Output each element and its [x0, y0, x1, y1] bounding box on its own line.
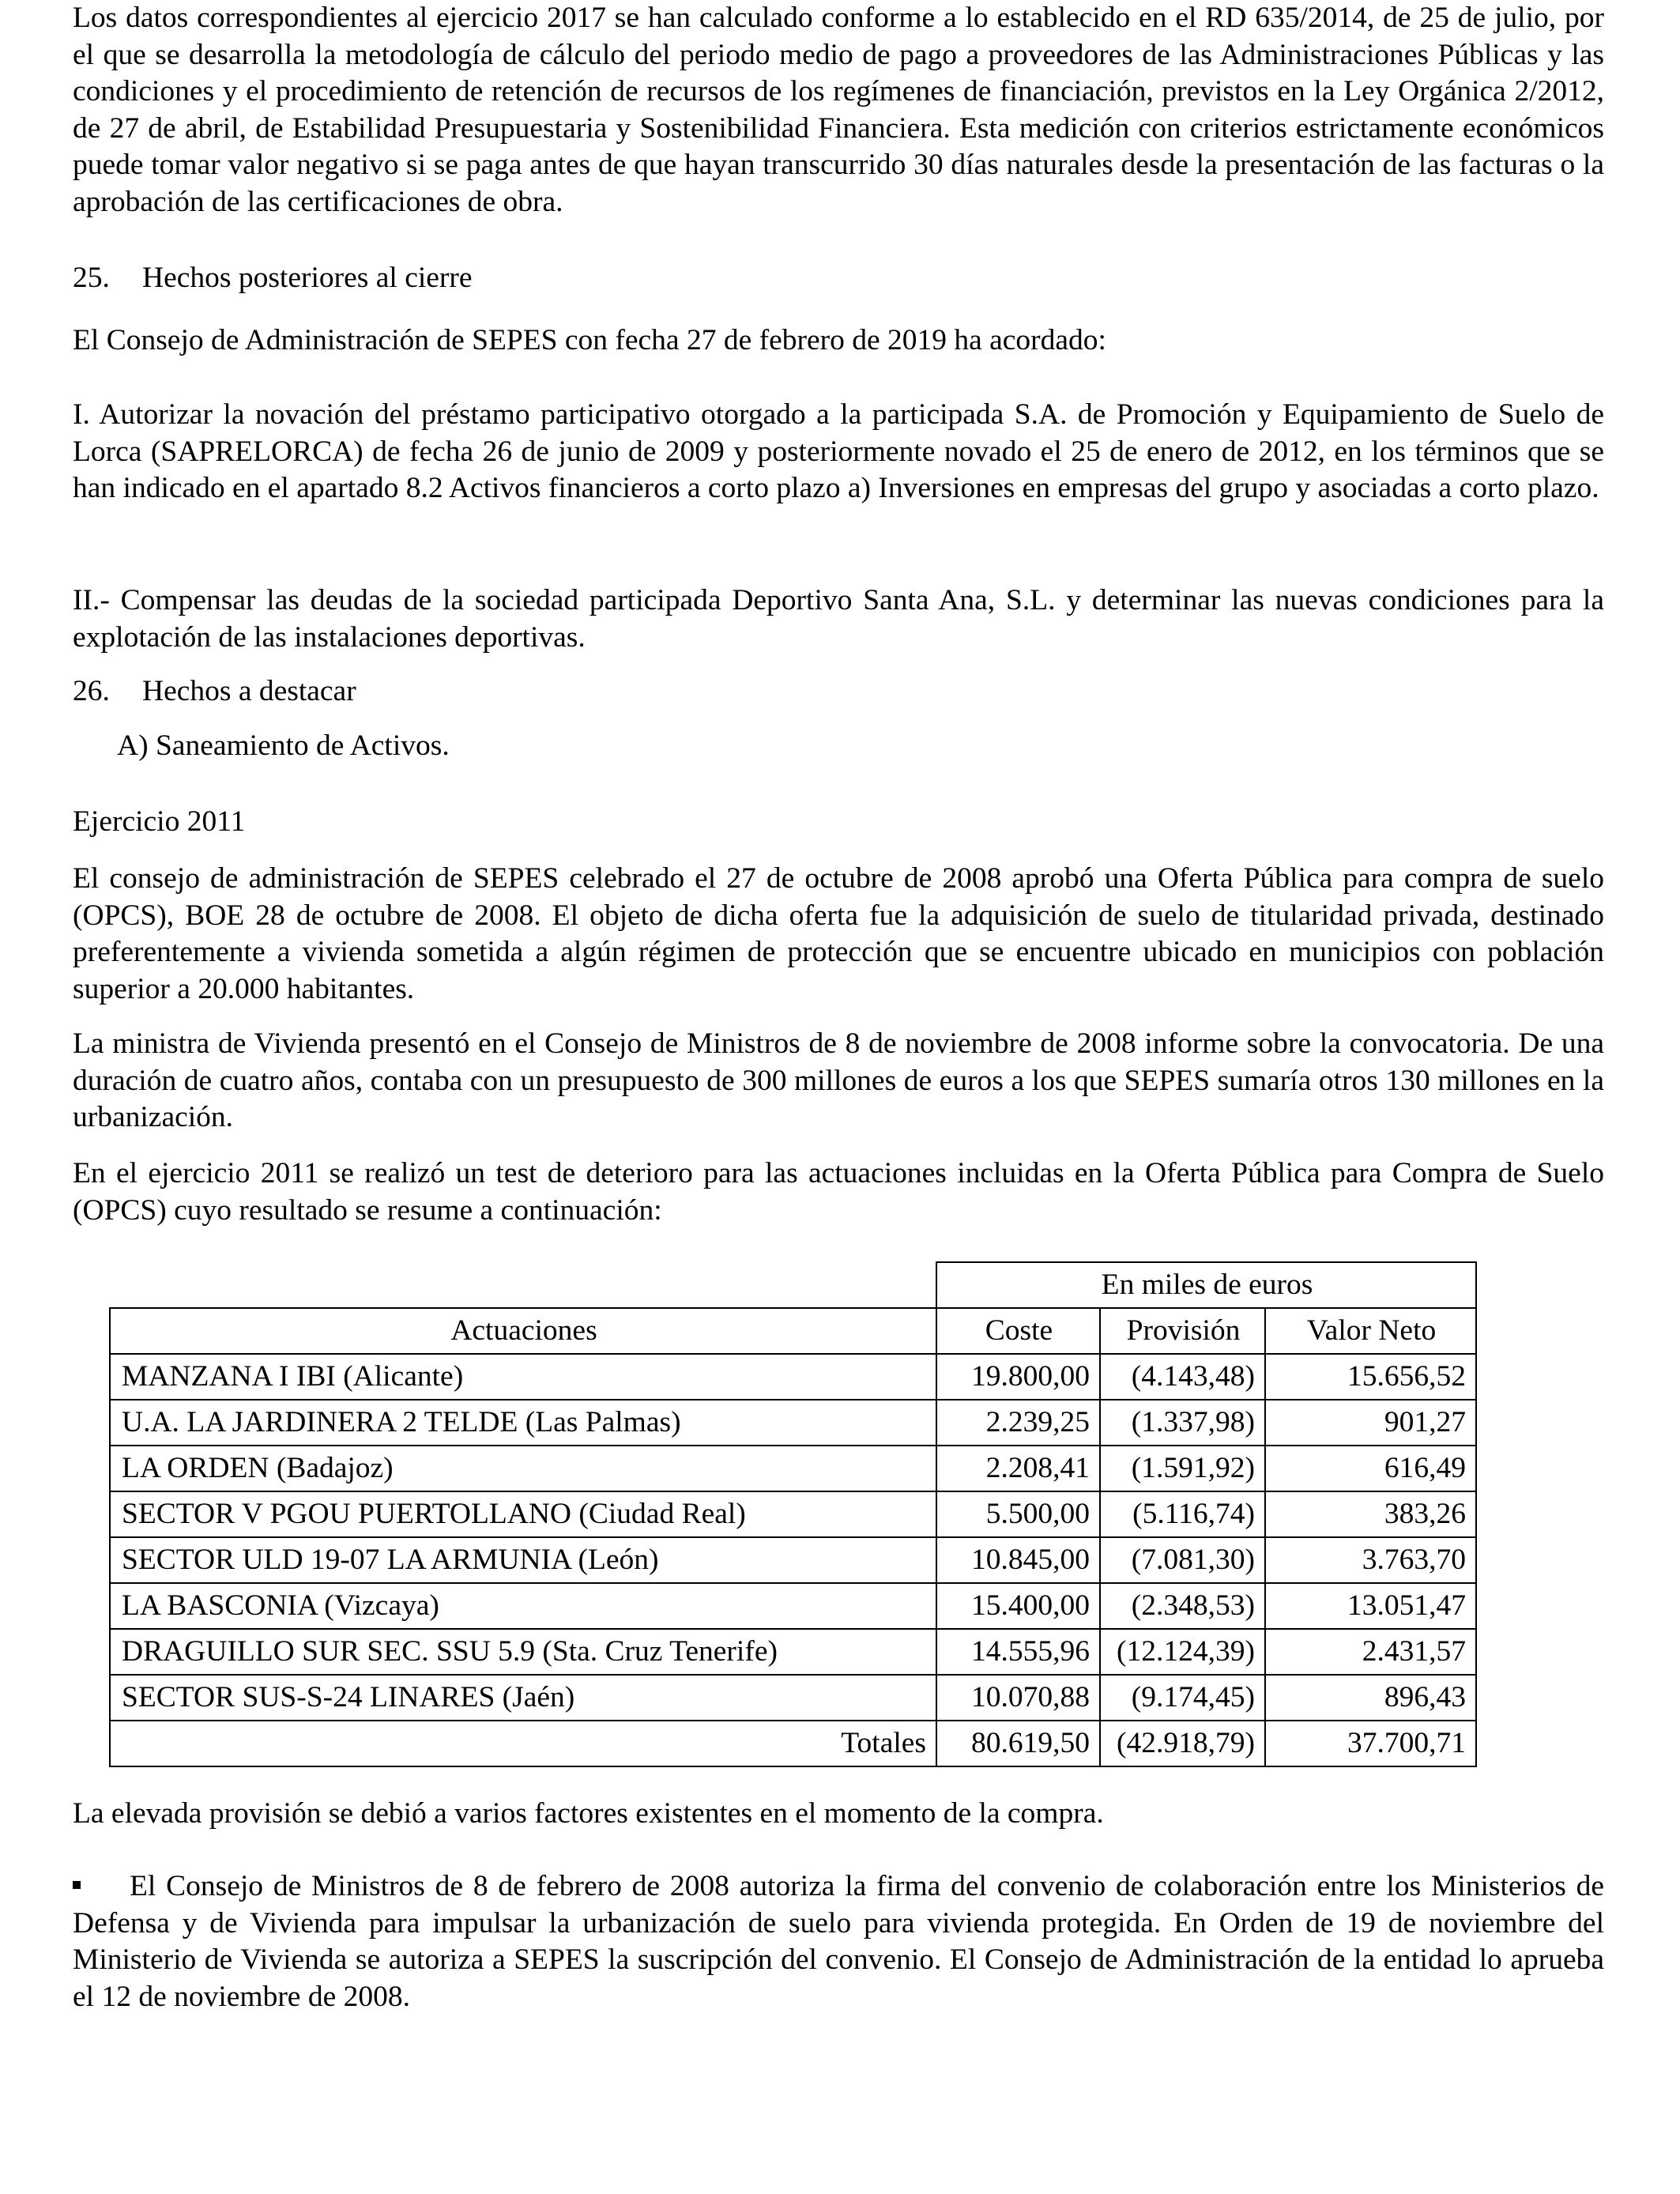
cell-total-valor-neto: 37.700,71	[1265, 1721, 1476, 1766]
cell-total-provision: (42.918,79)	[1100, 1721, 1265, 1766]
table-row	[110, 1583, 1476, 1629]
bullet-text: El Consejo de Ministros de 8 de febrero de 2008 autoriza la firma del convenio de colaboración entre los Ministerios de Defensa y de Vivienda para impulsar la urbanización de suelo para vivienda protegida. En Orden de 19 de noviembre del Ministerio de Vivienda se autoriza a SEPES la suscripción del convenio. El Consejo de Administración de la entidad lo aprueba el 12 de noviembre de 2008.	[73, 1870, 1604, 2013]
cell-valor-neto: 15.656,52	[1265, 1354, 1476, 1400]
paragraph-ministra-vivienda: La ministra de Vivienda presentó en el Consejo de Ministros de 8 de noviembre de 2008 informe sobre la convocatoria. De una duración de cuatro años, contaba con un presupuesto de 300 millones de euros a los que SEPES sumaría otros 130 millones en la urbanización.	[73, 1027, 1604, 1133]
paragraph-periodo-medio-pago: Los datos correspondientes al ejercicio 2017 se han calculado conforme a lo establecido en el RD 635/2014, de 25 de julio, por el que se desarrolla la metodología de cálculo del periodo medio de pago a proveedores de las Administraciones Públicas y las condiciones y el procedimiento de retención de recursos de los regímenes de financiación, previstos en la Ley Orgánica 2/2012, de 27 de abril, de Estabilidad Presupuestaria y Sostenibilidad Financiera. Esta medición con criterios estrictamente económicos puede tomar valor negativo si se paga antes de que hayan transcurrido 30 días naturales desde la presentación de las facturas o la aprobación de las certificaciones de obra.	[73, 2, 1604, 218]
cell-actuacion: LA ORDEN (Badajoz)	[110, 1446, 936, 1491]
paragraph-elevada-provision: La elevada provisión se debió a varios factores existentes en el momento de la compra.	[73, 1797, 1104, 1830]
cell-valor-neto: 616,49	[1265, 1446, 1476, 1491]
cell-actuacion: SECTOR V PGOU PUERTOLLANO (Ciudad Real)	[110, 1491, 936, 1537]
cell-provision: (9.174,45)	[1100, 1675, 1265, 1721]
cell-actuacion: U.A. LA JARDINERA 2 TELDE (Las Palmas)	[110, 1400, 936, 1446]
cell-valor-neto: 13.051,47	[1265, 1583, 1476, 1629]
cell-valor-neto: 3.763,70	[1265, 1537, 1476, 1583]
cell-provision: (2.348,53)	[1100, 1583, 1265, 1629]
cell-provision: (1.337,98)	[1100, 1400, 1265, 1446]
paragraph-test-deterioro: En el ejercicio 2011 se realizó un test de deterioro para las actuaciones incluidas en la Oferta Pública para Compra de Suelo (OPCS) cuyo resultado se resume a continuación:	[73, 1157, 1604, 1227]
cell-totales-label: Totales	[110, 1721, 936, 1766]
cell-valor-neto: 901,27	[1265, 1400, 1476, 1446]
subsection-a: A) Saneamiento de Activos.	[117, 729, 450, 762]
section-heading-25	[73, 260, 473, 297]
table-row	[110, 1446, 1476, 1491]
cell-actuacion: SECTOR SUS-S-24 LINARES (Jaén)	[110, 1675, 936, 1721]
paragraph-acuerdo-ii: II.- Compensar las deudas de la sociedad participada Deportivo Santa Ana, S.L. y determinar las nuevas condiciones para la explotación de las instalaciones deportivas.	[73, 584, 1604, 654]
cell-coste: 10.070,88	[936, 1675, 1100, 1721]
table-row	[110, 1400, 1476, 1446]
paragraph-acuerdo-i: I. Autorizar la novación del préstamo participativo otorgado a la participada S.A. de Promoción y Equipamiento de Suelo de Lorca (SAPRELORCA) de fecha 26 de junio de 2009 y posteriormente novado el 25 de enero de 2012, en los términos que se han indicado en el apartado 8.2 Activos financieros a corto plazo a) Inversiones en empresas del grupo y asociadas a corto plazo.	[73, 398, 1604, 504]
table-row	[110, 1629, 1476, 1675]
cell-actuacion: DRAGUILLO SUR SEC. SSU 5.9 (Sta. Cruz Tenerife)	[110, 1629, 936, 1675]
section-title: Hechos a destacar	[142, 675, 356, 707]
table-group-header-row	[110, 1262, 1476, 1308]
cell-coste: 10.845,00	[936, 1537, 1100, 1583]
bullet-paragraph-convenio	[73, 1868, 1604, 2015]
table-row	[110, 1354, 1476, 1400]
table-row	[110, 1675, 1476, 1721]
cell-provision: (5.116,74)	[1100, 1491, 1265, 1537]
cell-coste: 15.400,00	[936, 1583, 1100, 1629]
cell-coste: 5.500,00	[936, 1491, 1100, 1537]
table-row	[110, 1537, 1476, 1583]
section-number: 26.	[73, 675, 110, 707]
section-number: 25.	[73, 262, 110, 294]
cell-valor-neto: 896,43	[1265, 1675, 1476, 1721]
table-totals-row	[110, 1721, 1476, 1766]
ejercicio-heading: Ejercicio 2011	[73, 805, 246, 838]
cell-valor-neto: 2.431,57	[1265, 1629, 1476, 1675]
table-empty-cell	[110, 1262, 936, 1308]
col-header-provision: Provisión	[1100, 1308, 1265, 1354]
paragraph-consejo-acuerdo: El Consejo de Administración de SEPES con fecha 27 de febrero de 2019 ha acordado:	[73, 324, 1106, 356]
paragraph-oferta-publica: El consejo de administración de SEPES celebrado el 27 de octubre de 2008 aprobó una Oferta Pública para compra de suelo (OPCS), BOE 28 de octubre de 2008. El objeto de dicha oferta fue la adquisición de suelo de titularidad privada, destinado preferentemente a vivienda sometida a algún régimen de protección que se encuentre ubicado en municipios con población superior a 20.000 habitantes.	[73, 862, 1604, 1005]
table-header-row	[110, 1308, 1476, 1354]
table-row	[110, 1491, 1476, 1537]
bullet-square-icon	[73, 1881, 81, 1889]
cell-provision: (12.124,39)	[1100, 1629, 1265, 1675]
cell-actuacion: MANZANA I IBI (Alicante)	[110, 1354, 936, 1400]
section-title: Hechos posteriores al cierre	[142, 262, 473, 294]
cell-provision: (7.081,30)	[1100, 1537, 1265, 1583]
section-heading-26	[73, 673, 356, 711]
opcs-impairment-table	[109, 1261, 1477, 1767]
col-header-valor-neto: Valor Neto	[1265, 1308, 1476, 1354]
col-header-coste: Coste	[936, 1308, 1100, 1354]
cell-actuacion: LA BASCONIA (Vizcaya)	[110, 1583, 936, 1629]
cell-provision: (1.591,92)	[1100, 1446, 1265, 1491]
cell-coste: 2.239,25	[936, 1400, 1100, 1446]
table-units-header: En miles de euros	[936, 1262, 1476, 1308]
cell-provision: (4.143,48)	[1100, 1354, 1265, 1400]
cell-coste: 2.208,41	[936, 1446, 1100, 1491]
cell-coste: 14.555,96	[936, 1629, 1100, 1675]
cell-total-coste: 80.619,50	[936, 1721, 1100, 1766]
cell-actuacion: SECTOR ULD 19-07 LA ARMUNIA (León)	[110, 1537, 936, 1583]
cell-coste: 19.800,00	[936, 1354, 1100, 1400]
col-header-actuaciones: Actuaciones	[110, 1308, 936, 1354]
cell-valor-neto: 383,26	[1265, 1491, 1476, 1537]
